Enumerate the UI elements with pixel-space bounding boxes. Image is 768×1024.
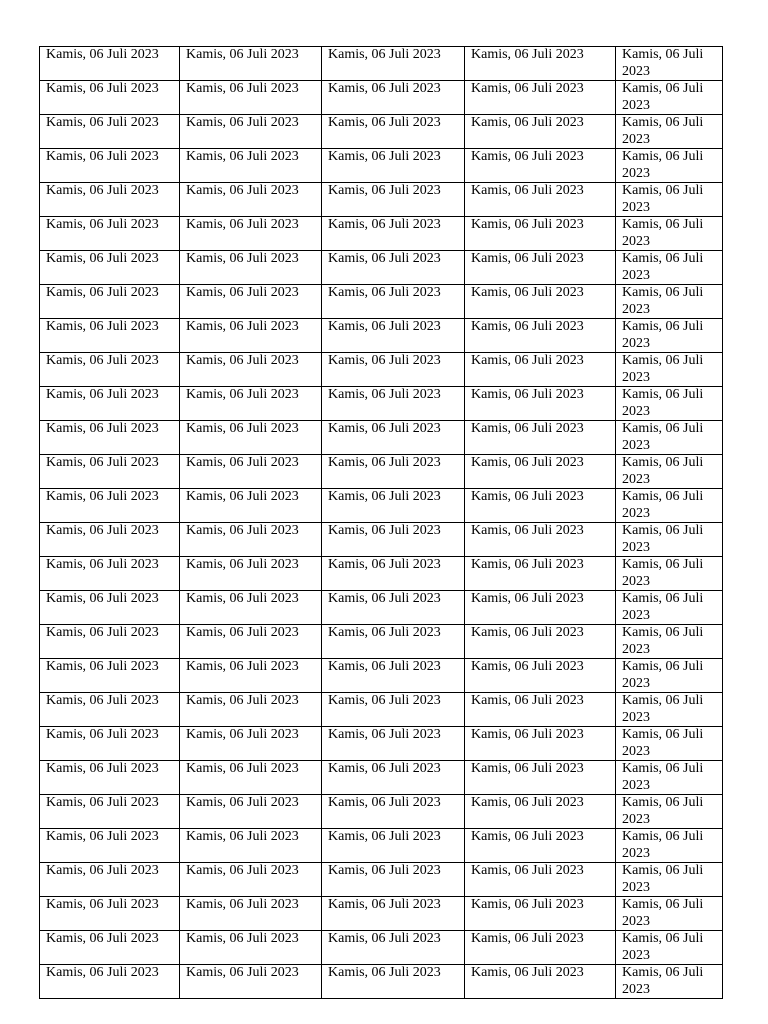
table-cell: Kamis, 06 Juli 2023: [616, 931, 723, 965]
table-cell: Kamis, 06 Juli 2023: [465, 693, 616, 727]
table-cell: Kamis, 06 Juli 2023: [180, 761, 322, 795]
table-cell: Kamis, 06 Juli 2023: [616, 319, 723, 353]
table-cell: Kamis, 06 Juli 2023: [180, 557, 322, 591]
table-cell: Kamis, 06 Juli 2023: [322, 863, 465, 897]
table-cell: Kamis, 06 Juli 2023: [322, 693, 465, 727]
table-cell: Kamis, 06 Juli 2023: [465, 285, 616, 319]
table-cell: Kamis, 06 Juli 2023: [465, 115, 616, 149]
table-cell: Kamis, 06 Juli 2023: [465, 659, 616, 693]
table-cell: Kamis, 06 Juli 2023: [180, 319, 322, 353]
table-cell: Kamis, 06 Juli 2023: [322, 829, 465, 863]
date-table: [39, 46, 723, 999]
table-cell: Kamis, 06 Juli 2023: [180, 353, 322, 387]
table-cell: Kamis, 06 Juli 2023: [180, 829, 322, 863]
table-cell: Kamis, 06 Juli 2023: [180, 727, 322, 761]
table-cell: Kamis, 06 Juli 2023: [40, 829, 180, 863]
table-cell: Kamis, 06 Juli 2023: [40, 897, 180, 931]
table-cell: Kamis, 06 Juli 2023: [465, 931, 616, 965]
table-row: [40, 897, 723, 931]
table-cell: Kamis, 06 Juli 2023: [616, 387, 723, 421]
table-row: [40, 489, 723, 523]
table-cell: Kamis, 06 Juli 2023: [465, 557, 616, 591]
table-cell: Kamis, 06 Juli 2023: [180, 659, 322, 693]
table-cell: Kamis, 06 Juli 2023: [40, 591, 180, 625]
table-cell: Kamis, 06 Juli 2023: [616, 285, 723, 319]
table-cell: Kamis, 06 Juli 2023: [40, 965, 180, 999]
table-cell: Kamis, 06 Juli 2023: [616, 183, 723, 217]
table-cell: Kamis, 06 Juli 2023: [465, 795, 616, 829]
table-row: [40, 523, 723, 557]
table-row: [40, 319, 723, 353]
table-cell: Kamis, 06 Juli 2023: [40, 727, 180, 761]
table-cell: Kamis, 06 Juli 2023: [616, 489, 723, 523]
table-cell: Kamis, 06 Juli 2023: [322, 557, 465, 591]
table-row: [40, 795, 723, 829]
table-row: [40, 659, 723, 693]
table-cell: Kamis, 06 Juli 2023: [322, 659, 465, 693]
table-cell: Kamis, 06 Juli 2023: [322, 353, 465, 387]
table-cell: Kamis, 06 Juli 2023: [40, 319, 180, 353]
document-page: [39, 46, 722, 997]
table-row: [40, 965, 723, 999]
table-row: [40, 149, 723, 183]
table-cell: Kamis, 06 Juli 2023: [180, 523, 322, 557]
table-cell: Kamis, 06 Juli 2023: [180, 183, 322, 217]
table-cell: Kamis, 06 Juli 2023: [322, 387, 465, 421]
table-cell: Kamis, 06 Juli 2023: [465, 965, 616, 999]
table-cell: Kamis, 06 Juli 2023: [465, 897, 616, 931]
table-cell: Kamis, 06 Juli 2023: [40, 863, 180, 897]
table-cell: Kamis, 06 Juli 2023: [180, 863, 322, 897]
table-cell: Kamis, 06 Juli 2023: [465, 387, 616, 421]
table-cell: Kamis, 06 Juli 2023: [616, 81, 723, 115]
table-row: [40, 761, 723, 795]
table-cell: Kamis, 06 Juli 2023: [322, 183, 465, 217]
table-cell: Kamis, 06 Juli 2023: [322, 455, 465, 489]
table-cell: Kamis, 06 Juli 2023: [40, 557, 180, 591]
table-cell: Kamis, 06 Juli 2023: [322, 217, 465, 251]
table-cell: Kamis, 06 Juli 2023: [322, 761, 465, 795]
table-cell: Kamis, 06 Juli 2023: [322, 591, 465, 625]
table-cell: Kamis, 06 Juli 2023: [180, 591, 322, 625]
table-cell: Kamis, 06 Juli 2023: [616, 965, 723, 999]
table-cell: Kamis, 06 Juli 2023: [322, 251, 465, 285]
table-row: [40, 217, 723, 251]
table-cell: Kamis, 06 Juli 2023: [616, 727, 723, 761]
table-cell: Kamis, 06 Juli 2023: [40, 149, 180, 183]
table-row: [40, 557, 723, 591]
table-cell: Kamis, 06 Juli 2023: [40, 217, 180, 251]
table-row: [40, 829, 723, 863]
table-cell: Kamis, 06 Juli 2023: [180, 387, 322, 421]
table-row: [40, 285, 723, 319]
table-cell: Kamis, 06 Juli 2023: [465, 47, 616, 81]
table-cell: Kamis, 06 Juli 2023: [180, 149, 322, 183]
table-cell: Kamis, 06 Juli 2023: [180, 455, 322, 489]
table-cell: Kamis, 06 Juli 2023: [465, 149, 616, 183]
table-cell: Kamis, 06 Juli 2023: [40, 421, 180, 455]
table-row: [40, 251, 723, 285]
table-cell: Kamis, 06 Juli 2023: [180, 965, 322, 999]
table-cell: Kamis, 06 Juli 2023: [465, 421, 616, 455]
table-cell: Kamis, 06 Juli 2023: [465, 863, 616, 897]
table-cell: Kamis, 06 Juli 2023: [40, 455, 180, 489]
table-cell: Kamis, 06 Juli 2023: [40, 625, 180, 659]
table-cell: Kamis, 06 Juli 2023: [465, 217, 616, 251]
table-row: [40, 421, 723, 455]
table-cell: Kamis, 06 Juli 2023: [616, 625, 723, 659]
table-cell: Kamis, 06 Juli 2023: [40, 47, 180, 81]
table-row: [40, 591, 723, 625]
table-cell: Kamis, 06 Juli 2023: [40, 115, 180, 149]
table-cell: Kamis, 06 Juli 2023: [616, 353, 723, 387]
table-cell: Kamis, 06 Juli 2023: [616, 795, 723, 829]
table-cell: Kamis, 06 Juli 2023: [616, 421, 723, 455]
table-cell: Kamis, 06 Juli 2023: [322, 523, 465, 557]
table-cell: Kamis, 06 Juli 2023: [465, 829, 616, 863]
table-cell: Kamis, 06 Juli 2023: [465, 523, 616, 557]
table-cell: Kamis, 06 Juli 2023: [180, 421, 322, 455]
table-cell: Kamis, 06 Juli 2023: [180, 115, 322, 149]
table-cell: Kamis, 06 Juli 2023: [465, 625, 616, 659]
table-cell: Kamis, 06 Juli 2023: [40, 285, 180, 319]
table-cell: Kamis, 06 Juli 2023: [180, 81, 322, 115]
table-cell: Kamis, 06 Juli 2023: [465, 761, 616, 795]
table-cell: Kamis, 06 Juli 2023: [322, 931, 465, 965]
table-cell: Kamis, 06 Juli 2023: [40, 523, 180, 557]
table-cell: Kamis, 06 Juli 2023: [616, 251, 723, 285]
table-row: [40, 183, 723, 217]
table-cell: Kamis, 06 Juli 2023: [40, 183, 180, 217]
table-cell: Kamis, 06 Juli 2023: [40, 353, 180, 387]
table-row: [40, 625, 723, 659]
table-cell: Kamis, 06 Juli 2023: [465, 353, 616, 387]
table-cell: Kamis, 06 Juli 2023: [616, 761, 723, 795]
table-cell: Kamis, 06 Juli 2023: [616, 693, 723, 727]
table-cell: Kamis, 06 Juli 2023: [465, 455, 616, 489]
table-cell: Kamis, 06 Juli 2023: [616, 523, 723, 557]
table-cell: Kamis, 06 Juli 2023: [616, 897, 723, 931]
table-cell: Kamis, 06 Juli 2023: [322, 115, 465, 149]
table-cell: Kamis, 06 Juli 2023: [322, 285, 465, 319]
table-cell: Kamis, 06 Juli 2023: [322, 625, 465, 659]
table-row: [40, 727, 723, 761]
table-cell: Kamis, 06 Juli 2023: [180, 285, 322, 319]
table-cell: Kamis, 06 Juli 2023: [180, 897, 322, 931]
table-cell: Kamis, 06 Juli 2023: [40, 251, 180, 285]
table-cell: Kamis, 06 Juli 2023: [465, 319, 616, 353]
table-row: [40, 863, 723, 897]
table-cell: Kamis, 06 Juli 2023: [180, 693, 322, 727]
table-cell: Kamis, 06 Juli 2023: [40, 931, 180, 965]
table-cell: Kamis, 06 Juli 2023: [616, 863, 723, 897]
table-cell: Kamis, 06 Juli 2023: [180, 795, 322, 829]
table-row: [40, 115, 723, 149]
table-cell: Kamis, 06 Juli 2023: [322, 421, 465, 455]
table-cell: Kamis, 06 Juli 2023: [180, 217, 322, 251]
table-cell: Kamis, 06 Juli 2023: [180, 625, 322, 659]
table-cell: Kamis, 06 Juli 2023: [322, 727, 465, 761]
table-row: [40, 931, 723, 965]
table-cell: Kamis, 06 Juli 2023: [322, 965, 465, 999]
table-cell: Kamis, 06 Juli 2023: [616, 149, 723, 183]
table-cell: Kamis, 06 Juli 2023: [322, 81, 465, 115]
table-cell: Kamis, 06 Juli 2023: [616, 659, 723, 693]
table-cell: Kamis, 06 Juli 2023: [40, 659, 180, 693]
table-row: [40, 387, 723, 421]
table-cell: Kamis, 06 Juli 2023: [616, 829, 723, 863]
table-cell: Kamis, 06 Juli 2023: [616, 557, 723, 591]
table-cell: Kamis, 06 Juli 2023: [180, 931, 322, 965]
table-cell: Kamis, 06 Juli 2023: [465, 251, 616, 285]
table-row: [40, 47, 723, 81]
table-cell: Kamis, 06 Juli 2023: [465, 183, 616, 217]
table-cell: Kamis, 06 Juli 2023: [616, 455, 723, 489]
table-cell: Kamis, 06 Juli 2023: [322, 47, 465, 81]
table-cell: Kamis, 06 Juli 2023: [40, 387, 180, 421]
table-cell: Kamis, 06 Juli 2023: [465, 489, 616, 523]
table-cell: Kamis, 06 Juli 2023: [322, 489, 465, 523]
table-cell: Kamis, 06 Juli 2023: [322, 795, 465, 829]
table-cell: Kamis, 06 Juli 2023: [180, 489, 322, 523]
table-cell: Kamis, 06 Juli 2023: [322, 319, 465, 353]
table-cell: Kamis, 06 Juli 2023: [616, 591, 723, 625]
date-table-body: [40, 47, 723, 999]
table-cell: Kamis, 06 Juli 2023: [322, 897, 465, 931]
table-cell: Kamis, 06 Juli 2023: [616, 115, 723, 149]
table-cell: Kamis, 06 Juli 2023: [616, 47, 723, 81]
table-cell: Kamis, 06 Juli 2023: [180, 47, 322, 81]
table-cell: Kamis, 06 Juli 2023: [40, 761, 180, 795]
table-cell: Kamis, 06 Juli 2023: [322, 149, 465, 183]
table-row: [40, 455, 723, 489]
table-cell: Kamis, 06 Juli 2023: [616, 217, 723, 251]
table-cell: Kamis, 06 Juli 2023: [465, 591, 616, 625]
table-row: [40, 693, 723, 727]
table-cell: Kamis, 06 Juli 2023: [40, 489, 180, 523]
table-row: [40, 81, 723, 115]
table-cell: Kamis, 06 Juli 2023: [40, 693, 180, 727]
table-cell: Kamis, 06 Juli 2023: [40, 81, 180, 115]
table-cell: Kamis, 06 Juli 2023: [465, 727, 616, 761]
table-cell: Kamis, 06 Juli 2023: [465, 81, 616, 115]
table-cell: Kamis, 06 Juli 2023: [180, 251, 322, 285]
table-row: [40, 353, 723, 387]
table-cell: Kamis, 06 Juli 2023: [40, 795, 180, 829]
